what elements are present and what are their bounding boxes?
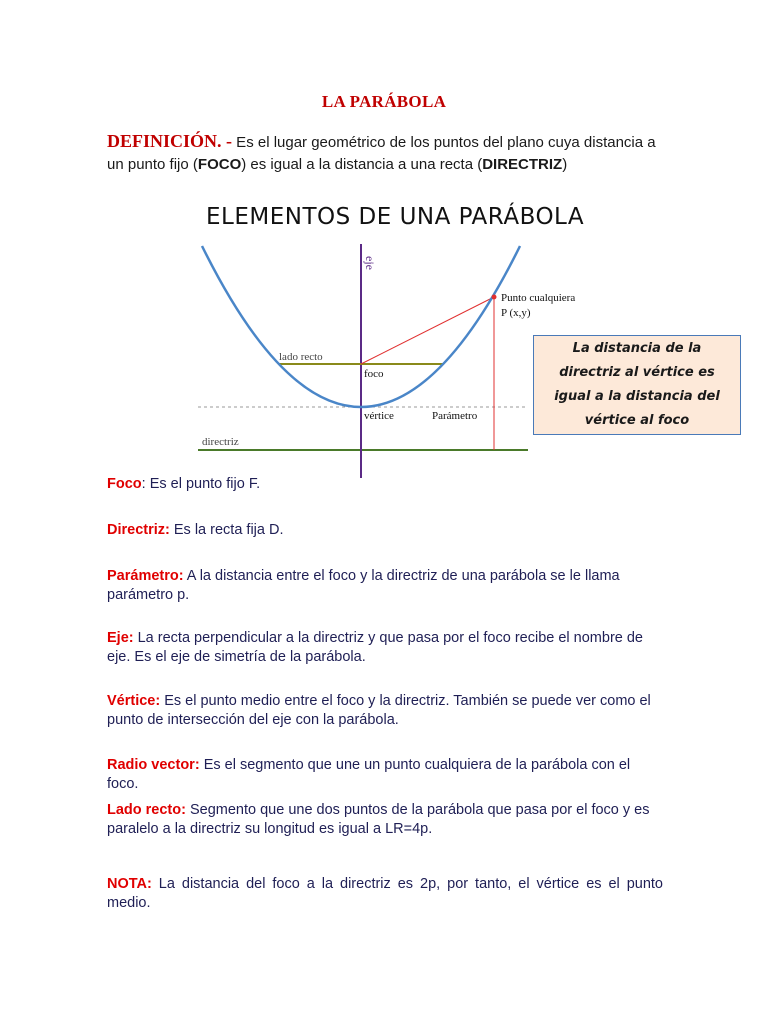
term-text: Es el segmento que une un punto cualquiera de la parábola con el foco. [107,757,631,792]
point-p-marker [492,295,497,300]
term-radio-vector [107,756,663,794]
term-eje [107,629,663,667]
term-text: A la distancia entre el foco y la directriz de una parábola se le llama parámetro p. [107,568,620,603]
term-text: : Es el punto fijo F. [141,476,261,492]
definition-directriz: DIRECTRIZ [482,156,563,173]
term-label: Directriz: [107,522,170,538]
term-directriz [107,521,663,540]
definition-paragraph [107,130,667,176]
term-label: NOTA: [107,876,152,892]
term-text: Es la recta fija D. [169,522,284,538]
term-label: Eje: [107,630,134,646]
term-text: Es el punto medio entre el foco y la directriz. También se puede ver como el punto de intersección del eje con la parábola. [107,693,651,728]
definition-heading: DEFINICIÓN. - [107,131,233,151]
term-text: Segmento que une dos puntos de la parábola que pasa por el foco y es paralelo a la directriz su longitud es igual a LR=4p. [107,802,650,837]
term-lado-recto [107,801,663,839]
term-nota [107,875,663,913]
page-title: LA PARÁBOLA [321,92,447,111]
term-label: Radio vector: [107,757,200,773]
radius-vector-line [361,297,494,364]
punto-cualquiera-label: Punto cualquiera [501,292,576,304]
vertice-label: vértice [364,410,394,422]
definition-foco: FOCO [197,156,242,173]
definition-text-b: ) es igual a la distancia a una recta ( [241,156,483,173]
punto-p-label: P (x,y) [501,307,531,319]
term-text: La recta perpendicular a la directriz y que pasa por el foco recibe el nombre de eje. Es el eje de simetría de la parábola. [107,630,643,665]
term-label: Parámetro: [107,568,184,584]
term-foco [107,475,663,494]
term-vertice [107,692,663,730]
term-label: Lado recto: [107,802,186,818]
foco-label: foco [364,368,384,380]
term-label: Foco [107,476,142,492]
lado-recto-label: lado recto [279,351,323,363]
term-text: La distancia del foco a la directriz es 2p, por tanto, el vértice es el punto medio. [107,876,663,911]
term-parametro [107,567,663,605]
parametro-label: Parámetro [432,410,478,422]
definition-text-c: ) [562,156,568,173]
directriz-label: directriz [202,436,239,448]
definition-text-a: Es el lugar geométrico de los puntos del plano cuya distancia a un punto fijo ( [107,134,656,173]
figure-heading: ELEMENTOS DE UNA PARÁBOLA [206,204,585,230]
note-box: La distancia de la directriz al vértice es igual a la distancia del vértice al foco [533,335,741,435]
term-label: Vértice: [107,693,161,709]
eje-label: eje [363,256,377,270]
